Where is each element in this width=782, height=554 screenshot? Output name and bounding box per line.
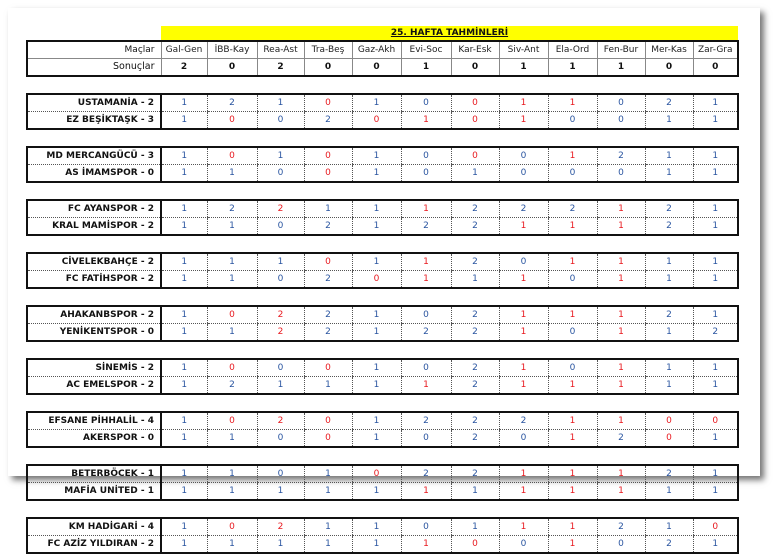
player-row bbox=[27, 112, 738, 130]
prediction-cell: 1 bbox=[451, 271, 499, 289]
prediction-cell: 1 bbox=[161, 377, 207, 395]
player-name: SİNEMİS - 2 bbox=[27, 359, 161, 377]
prediction-cell: 0 bbox=[207, 518, 257, 536]
prediction-cell: 1 bbox=[401, 483, 451, 501]
match-result: 1 bbox=[401, 59, 451, 77]
player-row bbox=[27, 253, 738, 271]
match-header: Fen-Bur bbox=[597, 41, 645, 59]
prediction-cell: 1 bbox=[499, 218, 548, 236]
player-row bbox=[27, 359, 738, 377]
prediction-cell: 1 bbox=[352, 536, 401, 554]
prediction-cell: 0 bbox=[597, 536, 645, 554]
prediction-cell: 1 bbox=[548, 536, 597, 554]
prediction-cell: 2 bbox=[645, 200, 693, 218]
match-result: 0 bbox=[451, 59, 499, 77]
match-result: 2 bbox=[161, 59, 207, 77]
prediction-cell: 1 bbox=[597, 412, 645, 430]
prediction-cell: 1 bbox=[548, 430, 597, 448]
match-header: Kar-Esk bbox=[451, 41, 499, 59]
prediction-cell: 1 bbox=[401, 253, 451, 271]
match-result: 1 bbox=[499, 59, 548, 77]
prediction-cell: 2 bbox=[451, 359, 499, 377]
pair-gap bbox=[27, 341, 738, 359]
player-row bbox=[27, 324, 738, 342]
prediction-cell: 0 bbox=[401, 306, 451, 324]
prediction-cell: 0 bbox=[257, 218, 304, 236]
prediction-cell: 1 bbox=[451, 483, 499, 501]
player-row bbox=[27, 218, 738, 236]
prediction-cell: 1 bbox=[645, 112, 693, 130]
prediction-cell: 1 bbox=[693, 271, 738, 289]
prediction-cell: 1 bbox=[499, 359, 548, 377]
prediction-cell: 1 bbox=[645, 253, 693, 271]
match-result: 1 bbox=[548, 59, 597, 77]
prediction-cell: 1 bbox=[207, 253, 257, 271]
player-row bbox=[27, 306, 738, 324]
prediction-cell: 1 bbox=[207, 430, 257, 448]
prediction-cell: 0 bbox=[451, 94, 499, 112]
prediction-cell: 1 bbox=[257, 147, 304, 165]
prediction-cell: 2 bbox=[597, 430, 645, 448]
prediction-cell: 2 bbox=[548, 200, 597, 218]
prediction-cell: 1 bbox=[161, 306, 207, 324]
prediction-cell: 2 bbox=[401, 324, 451, 342]
prediction-cell: 0 bbox=[207, 412, 257, 430]
prediction-cell: 0 bbox=[597, 165, 645, 183]
prediction-cell: 1 bbox=[352, 218, 401, 236]
player-name: CİVELEKBAHÇE - 2 bbox=[27, 253, 161, 271]
prediction-cell: 1 bbox=[161, 200, 207, 218]
prediction-cell: 0 bbox=[645, 412, 693, 430]
pair-gap bbox=[27, 288, 738, 306]
prediction-cell: 0 bbox=[304, 412, 352, 430]
prediction-cell: 1 bbox=[597, 359, 645, 377]
prediction-cell: 2 bbox=[401, 412, 451, 430]
prediction-cell: 0 bbox=[304, 165, 352, 183]
player-row bbox=[27, 412, 738, 430]
prediction-cell: 2 bbox=[451, 465, 499, 483]
match-header: Mer-Kas bbox=[645, 41, 693, 59]
prediction-cell: 1 bbox=[693, 94, 738, 112]
prediction-cell: 1 bbox=[352, 430, 401, 448]
prediction-cell: 1 bbox=[401, 536, 451, 554]
player-name: USTAMANİA - 2 bbox=[27, 94, 161, 112]
prediction-cell: 1 bbox=[693, 165, 738, 183]
prediction-cell: 1 bbox=[304, 377, 352, 395]
prediction-cell: 1 bbox=[645, 147, 693, 165]
prediction-cell: 1 bbox=[597, 218, 645, 236]
prediction-cell: 1 bbox=[257, 483, 304, 501]
prediction-cell: 2 bbox=[499, 412, 548, 430]
prediction-cell: 1 bbox=[304, 200, 352, 218]
prediction-cell: 1 bbox=[693, 253, 738, 271]
prediction-cell: 0 bbox=[548, 271, 597, 289]
prediction-cell: 1 bbox=[401, 377, 451, 395]
prediction-cell: 0 bbox=[499, 253, 548, 271]
prediction-cell: 0 bbox=[401, 165, 451, 183]
prediction-cell: 1 bbox=[645, 324, 693, 342]
prediction-cell: 0 bbox=[499, 147, 548, 165]
match-result: 0 bbox=[645, 59, 693, 77]
prediction-cell: 2 bbox=[207, 200, 257, 218]
prediction-cell: 0 bbox=[401, 518, 451, 536]
prediction-cell: 1 bbox=[161, 253, 207, 271]
prediction-cell: 1 bbox=[161, 430, 207, 448]
prediction-cell: 2 bbox=[304, 218, 352, 236]
prediction-cell: 0 bbox=[257, 271, 304, 289]
prediction-cell: 1 bbox=[499, 465, 548, 483]
prediction-cell: 1 bbox=[352, 377, 401, 395]
prediction-cell: 2 bbox=[207, 94, 257, 112]
prediction-cell: 0 bbox=[207, 112, 257, 130]
prediction-cell: 0 bbox=[597, 94, 645, 112]
prediction-cell: 1 bbox=[499, 112, 548, 130]
prediction-cell: 1 bbox=[645, 518, 693, 536]
prediction-cell: 1 bbox=[352, 147, 401, 165]
prediction-cell: 0 bbox=[257, 359, 304, 377]
prediction-cell: 1 bbox=[207, 271, 257, 289]
prediction-cell: 1 bbox=[161, 271, 207, 289]
prediction-cell: 2 bbox=[451, 253, 499, 271]
prediction-cell: 0 bbox=[352, 112, 401, 130]
prediction-cell: 1 bbox=[304, 536, 352, 554]
match-header: Gal-Gen bbox=[161, 41, 207, 59]
prediction-cell: 1 bbox=[352, 253, 401, 271]
prediction-cell: 0 bbox=[304, 253, 352, 271]
player-row bbox=[27, 165, 738, 183]
match-header: Rea-Ast bbox=[257, 41, 304, 59]
prediction-cell: 2 bbox=[451, 324, 499, 342]
prediction-cell: 0 bbox=[304, 147, 352, 165]
prediction-cell: 0 bbox=[207, 359, 257, 377]
prediction-cell: 2 bbox=[645, 94, 693, 112]
player-row bbox=[27, 536, 738, 554]
prediction-cell: 1 bbox=[548, 306, 597, 324]
player-name: YENİKENTSPOR - 0 bbox=[27, 324, 161, 342]
prediction-cell: 1 bbox=[548, 253, 597, 271]
player-name: BETERBÖCEK - 1 bbox=[27, 465, 161, 483]
prediction-cell: 2 bbox=[645, 536, 693, 554]
player-name: EZ BEŞİKTAŞK - 3 bbox=[27, 112, 161, 130]
match-result: 2 bbox=[257, 59, 304, 77]
player-name: MAFİA UNİTED - 1 bbox=[27, 483, 161, 501]
prediction-cell: 2 bbox=[645, 218, 693, 236]
prediction-cell: 0 bbox=[257, 165, 304, 183]
prediction-cell: 2 bbox=[451, 306, 499, 324]
prediction-cell: 1 bbox=[401, 271, 451, 289]
player-name: KRAL MAMİSPOR - 2 bbox=[27, 218, 161, 236]
prediction-cell: 0 bbox=[548, 165, 597, 183]
prediction-cell: 1 bbox=[401, 112, 451, 130]
prediction-cell: 1 bbox=[352, 200, 401, 218]
prediction-cell: 0 bbox=[693, 412, 738, 430]
pair-gap bbox=[27, 500, 738, 518]
prediction-cell: 0 bbox=[257, 112, 304, 130]
prediction-cell: 2 bbox=[257, 518, 304, 536]
prediction-cell: 1 bbox=[597, 377, 645, 395]
prediction-cell: 1 bbox=[548, 94, 597, 112]
prediction-cell: 2 bbox=[645, 306, 693, 324]
prediction-cell: 1 bbox=[693, 200, 738, 218]
prediction-cell: 1 bbox=[352, 165, 401, 183]
player-name: AC EMELSPOR - 2 bbox=[27, 377, 161, 395]
prediction-cell: 1 bbox=[597, 253, 645, 271]
prediction-cell: 1 bbox=[352, 306, 401, 324]
match-result: 0 bbox=[304, 59, 352, 77]
prediction-cell: 2 bbox=[257, 306, 304, 324]
prediction-cell: 1 bbox=[597, 324, 645, 342]
week-title: 25. HAFTA TAHMİNLERİ bbox=[161, 26, 738, 41]
prediction-cell: 1 bbox=[161, 147, 207, 165]
prediction-cell: 0 bbox=[257, 465, 304, 483]
player-name: AHAKANBSPOR - 2 bbox=[27, 306, 161, 324]
prediction-cell: 1 bbox=[451, 165, 499, 183]
match-header: Zar-Gra bbox=[693, 41, 738, 59]
prediction-cell: 1 bbox=[693, 112, 738, 130]
match-header: İBB-Kay bbox=[207, 41, 257, 59]
prediction-cell: 1 bbox=[693, 465, 738, 483]
prediction-cell: 1 bbox=[499, 377, 548, 395]
prediction-cell: 2 bbox=[451, 412, 499, 430]
matches-label: Maçlar bbox=[27, 41, 161, 59]
prediction-cell: 1 bbox=[161, 412, 207, 430]
prediction-cell: 0 bbox=[499, 430, 548, 448]
prediction-cell: 1 bbox=[161, 518, 207, 536]
player-name: EFSANE PİHHALİL - 4 bbox=[27, 412, 161, 430]
player-name: AKERSPOR - 0 bbox=[27, 430, 161, 448]
prediction-cell: 1 bbox=[548, 518, 597, 536]
prediction-cell: 0 bbox=[207, 306, 257, 324]
match-header: Siv-Ant bbox=[499, 41, 548, 59]
prediction-cell: 0 bbox=[499, 165, 548, 183]
prediction-cell: 2 bbox=[257, 412, 304, 430]
prediction-cell: 2 bbox=[451, 200, 499, 218]
prediction-cell: 2 bbox=[304, 271, 352, 289]
player-row bbox=[27, 147, 738, 165]
prediction-cell: 1 bbox=[161, 536, 207, 554]
prediction-cell: 0 bbox=[451, 147, 499, 165]
prediction-cell: 1 bbox=[257, 94, 304, 112]
prediction-cell: 1 bbox=[352, 518, 401, 536]
prediction-cell: 1 bbox=[207, 465, 257, 483]
match-header: Gaz-Akh bbox=[352, 41, 401, 59]
player-row bbox=[27, 377, 738, 395]
prediction-cell: 2 bbox=[451, 430, 499, 448]
prediction-cell: 0 bbox=[451, 112, 499, 130]
prediction-cell: 1 bbox=[693, 306, 738, 324]
prediction-cell: 0 bbox=[548, 324, 597, 342]
prediction-cell: 1 bbox=[207, 536, 257, 554]
pair-gap bbox=[27, 394, 738, 412]
results-label: Sonuçlar bbox=[27, 59, 161, 77]
prediction-cell: 1 bbox=[161, 359, 207, 377]
prediction-cell: 1 bbox=[207, 483, 257, 501]
prediction-cell: 1 bbox=[161, 112, 207, 130]
prediction-cell: 2 bbox=[304, 306, 352, 324]
prediction-cell: 2 bbox=[645, 465, 693, 483]
player-name: MD MERCANGÜCÜ - 3 bbox=[27, 147, 161, 165]
prediction-cell: 1 bbox=[499, 324, 548, 342]
prediction-cell: 0 bbox=[645, 430, 693, 448]
pair-gap bbox=[27, 76, 738, 94]
prediction-cell: 1 bbox=[693, 218, 738, 236]
prediction-cell: 1 bbox=[304, 465, 352, 483]
prediction-sheet bbox=[8, 8, 760, 549]
prediction-cell: 0 bbox=[597, 112, 645, 130]
prediction-cell: 0 bbox=[499, 536, 548, 554]
player-name: FC FATİHSPOR - 2 bbox=[27, 271, 161, 289]
prediction-cell: 0 bbox=[401, 430, 451, 448]
prediction-cell: 1 bbox=[548, 377, 597, 395]
player-name: FC AZİZ YILDIRAN - 2 bbox=[27, 536, 161, 554]
player-row bbox=[27, 430, 738, 448]
prediction-cell: 0 bbox=[257, 430, 304, 448]
prediction-cell: 2 bbox=[499, 200, 548, 218]
prediction-cell: 1 bbox=[207, 324, 257, 342]
prediction-cell: 1 bbox=[597, 465, 645, 483]
player-name: AS İMAMSPOR - 0 bbox=[27, 165, 161, 183]
pair-gap bbox=[27, 447, 738, 465]
prediction-cell: 1 bbox=[257, 536, 304, 554]
prediction-cell: 1 bbox=[597, 271, 645, 289]
prediction-cell: 0 bbox=[401, 94, 451, 112]
prediction-cell: 1 bbox=[207, 165, 257, 183]
prediction-cell: 0 bbox=[304, 94, 352, 112]
prediction-cell: 1 bbox=[401, 200, 451, 218]
prediction-cell: 1 bbox=[352, 359, 401, 377]
match-result: 1 bbox=[597, 59, 645, 77]
prediction-cell: 1 bbox=[352, 94, 401, 112]
prediction-cell: 2 bbox=[451, 218, 499, 236]
prediction-cell: 1 bbox=[548, 147, 597, 165]
prediction-cell: 2 bbox=[304, 112, 352, 130]
prediction-cell: 1 bbox=[548, 218, 597, 236]
prediction-cell: 2 bbox=[451, 377, 499, 395]
prediction-cell: 1 bbox=[499, 94, 548, 112]
prediction-cell: 1 bbox=[645, 165, 693, 183]
prediction-cell: 1 bbox=[693, 147, 738, 165]
prediction-cell: 1 bbox=[597, 483, 645, 501]
prediction-cell: 1 bbox=[693, 359, 738, 377]
prediction-cell: 1 bbox=[645, 377, 693, 395]
prediction-cell: 0 bbox=[401, 147, 451, 165]
prediction-cell: 1 bbox=[304, 518, 352, 536]
prediction-cell: 1 bbox=[161, 165, 207, 183]
player-name: KM HADİGARİ - 4 bbox=[27, 518, 161, 536]
prediction-cell: 1 bbox=[693, 430, 738, 448]
match-header: Tra-Beş bbox=[304, 41, 352, 59]
prediction-cell: 1 bbox=[499, 306, 548, 324]
prediction-cell: 1 bbox=[548, 412, 597, 430]
pair-gap bbox=[27, 129, 738, 147]
prediction-cell: 1 bbox=[161, 218, 207, 236]
prediction-cell: 0 bbox=[304, 430, 352, 448]
prediction-cell: 1 bbox=[693, 377, 738, 395]
prediction-cell: 1 bbox=[693, 483, 738, 501]
prediction-cell: 0 bbox=[207, 147, 257, 165]
player-row bbox=[27, 94, 738, 112]
prediction-cell: 1 bbox=[161, 483, 207, 501]
prediction-cell: 2 bbox=[693, 324, 738, 342]
prediction-table bbox=[26, 26, 739, 554]
prediction-cell: 0 bbox=[352, 465, 401, 483]
prediction-cell: 2 bbox=[401, 218, 451, 236]
prediction-cell: 1 bbox=[645, 483, 693, 501]
match-header: Evi-Soc bbox=[401, 41, 451, 59]
player-name: FC AYANSPOR - 2 bbox=[27, 200, 161, 218]
prediction-cell: 1 bbox=[257, 253, 304, 271]
player-row bbox=[27, 483, 738, 501]
prediction-cell: 1 bbox=[499, 483, 548, 501]
player-row bbox=[27, 518, 738, 536]
player-row bbox=[27, 465, 738, 483]
pair-gap bbox=[27, 182, 738, 200]
match-header: Ela-Ord bbox=[548, 41, 597, 59]
prediction-cell: 1 bbox=[645, 359, 693, 377]
prediction-cell: 1 bbox=[352, 412, 401, 430]
pair-gap bbox=[27, 235, 738, 253]
prediction-cell: 2 bbox=[257, 200, 304, 218]
prediction-cell: 1 bbox=[499, 271, 548, 289]
prediction-cell: 0 bbox=[304, 359, 352, 377]
prediction-cell: 2 bbox=[401, 465, 451, 483]
title-spacer bbox=[27, 26, 161, 41]
prediction-cell: 2 bbox=[597, 147, 645, 165]
prediction-cell: 1 bbox=[451, 518, 499, 536]
prediction-cell: 1 bbox=[548, 465, 597, 483]
prediction-cell: 0 bbox=[352, 271, 401, 289]
prediction-cell: 1 bbox=[597, 200, 645, 218]
prediction-cell: 1 bbox=[161, 94, 207, 112]
prediction-cell: 1 bbox=[207, 218, 257, 236]
prediction-cell: 1 bbox=[693, 536, 738, 554]
prediction-cell: 1 bbox=[352, 483, 401, 501]
prediction-cell: 0 bbox=[548, 112, 597, 130]
prediction-cell: 1 bbox=[304, 483, 352, 501]
prediction-cell: 0 bbox=[401, 359, 451, 377]
prediction-cell: 2 bbox=[597, 518, 645, 536]
player-row bbox=[27, 271, 738, 289]
prediction-cell: 0 bbox=[451, 536, 499, 554]
prediction-cell: 1 bbox=[645, 271, 693, 289]
prediction-cell: 1 bbox=[548, 483, 597, 501]
prediction-cell: 2 bbox=[304, 324, 352, 342]
prediction-cell: 0 bbox=[693, 518, 738, 536]
prediction-cell: 1 bbox=[597, 306, 645, 324]
player-row bbox=[27, 200, 738, 218]
prediction-cell: 1 bbox=[161, 324, 207, 342]
match-result: 0 bbox=[352, 59, 401, 77]
prediction-cell: 2 bbox=[207, 377, 257, 395]
prediction-cell: 1 bbox=[499, 518, 548, 536]
prediction-cell: 1 bbox=[352, 324, 401, 342]
match-result: 0 bbox=[207, 59, 257, 77]
match-result: 0 bbox=[693, 59, 738, 77]
prediction-cell: 1 bbox=[257, 377, 304, 395]
prediction-cell: 1 bbox=[161, 465, 207, 483]
prediction-cell: 2 bbox=[257, 324, 304, 342]
prediction-cell: 0 bbox=[548, 359, 597, 377]
